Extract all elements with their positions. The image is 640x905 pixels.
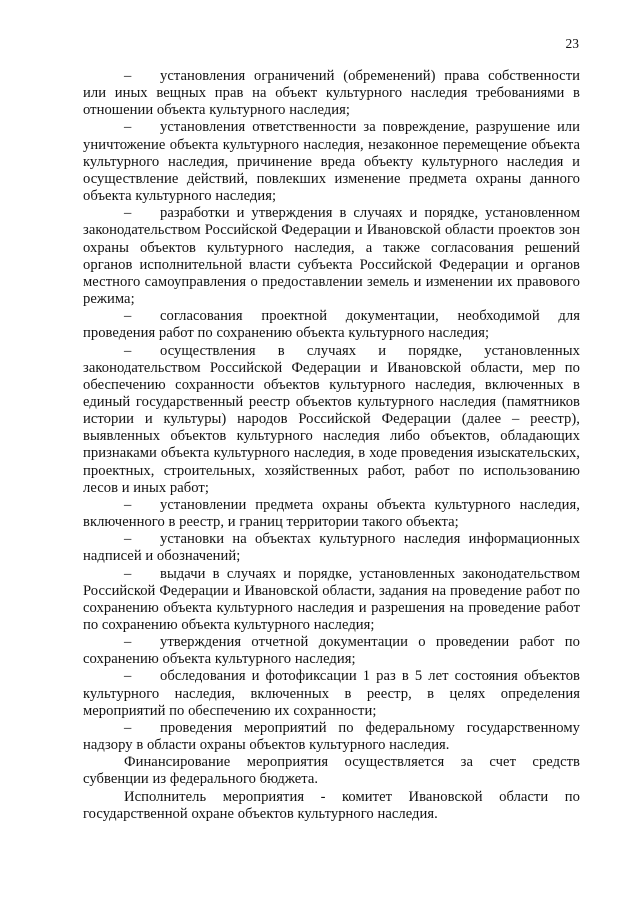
list-item-text: обследования и фотофиксации 1 раз в 5 лет состояния объектов культурного наследия, включенных в реестр, в целях определения мероприятий по обеспечению их сохранности; — [83, 668, 580, 719]
list-dash: – — [124, 565, 132, 582]
list-item — [83, 720, 580, 754]
list-dash: – — [124, 342, 132, 359]
list-item-text: проведения мероприятий по федеральному государственному надзору в области охраны объектов культурного наследия. — [83, 719, 580, 754]
list-item-text: выдачи в случаях и порядке, установленных законодательством Российской Федерации и Ивановской области, задания на проведение работ по сохранению объекта культурного наследия и разрешения на проведение работ по сохранению объекта культурного наследия; — [83, 565, 580, 633]
list-dash: – — [124, 531, 132, 548]
list-dash: – — [124, 68, 132, 84]
list-item-text: установления ответственности за повреждение, разрушение или уничтожение объекта культурного наследия, незаконное перемещение объекта культурного наследия, причинение вреда объекту культурного наследия и осуществление действий, повлекших изменение предмета охраны данного объекта культурного наследия; — [83, 119, 580, 205]
list-item — [83, 68, 580, 119]
list-dash: – — [124, 205, 132, 222]
list-item-text: утверждения отчетной документации о проведении работ по сохранению объекта культурного наследия; — [83, 634, 580, 668]
list-item — [83, 668, 580, 719]
list-item — [83, 497, 580, 531]
financing-paragraph: Финансирование мероприятия осуществляется за счет средств субвенции из федерального бюджета. — [83, 754, 580, 788]
document-body — [83, 68, 580, 823]
list-item-text: разработки и утверждения в случаях и порядке, установленном законодательством Российской Федерации и Ивановской области проектов зон охраны объектов культурного наследия, а также согласования решений органов исполнительной власти субъекта Российской Федерации и органов местного самоуправления о предоставлении земель и изменении их правового режима; — [83, 205, 580, 308]
list-item-text: осуществления в случаях и порядке, установленных законодательством Российской Федерации и Ивановской области, мер по обеспечению сохранности объектов культурного наследия, включенных в единый государственный реестр объектов культурного наследия (памятников истории и культуры) народов Российской Федерации (далее – реестр), выявленных объектов культурного наследия либо объектов, обладающих признаками объекта культурного наследия, в ходе проведения изыскательских, проектных, строительных, хозяйственных работ, работ по использованию лесов и иных работ; — [83, 342, 580, 496]
list-item — [83, 566, 580, 635]
page-number: 23 — [565, 36, 579, 51]
list-dash: – — [124, 119, 132, 136]
list-dash: – — [124, 308, 132, 325]
executor-paragraph: Исполнитель мероприятия - комитет Ивановской области по государственной охране объектов культурного наследия. — [83, 788, 580, 822]
list-item-text: согласования проектной документации, необходимой для проведения работ по сохранению объекта культурного наследия; — [83, 308, 580, 342]
list-item-text: установлении предмета охраны объекта культурного наследия, включенного в реестр, и границ территории такого объекта; — [83, 496, 580, 531]
list-item-text: установки на объектах культурного наследия информационных надписей и обозначений; — [83, 531, 580, 565]
list-dash: – — [124, 719, 132, 736]
list-dash: – — [124, 634, 132, 651]
list-dash: – — [124, 496, 132, 513]
list-item-text: установления ограничений (обременений) права собственности или иных вещных прав на объект культурного наследия требованиями в отношении объекта культурного наследия; — [83, 68, 580, 119]
list-item — [83, 308, 580, 342]
list-dash: – — [124, 668, 132, 685]
list-item — [83, 531, 580, 565]
list-item — [83, 119, 580, 205]
list-item — [83, 634, 580, 668]
list-item — [83, 205, 580, 308]
list-item — [83, 343, 580, 497]
